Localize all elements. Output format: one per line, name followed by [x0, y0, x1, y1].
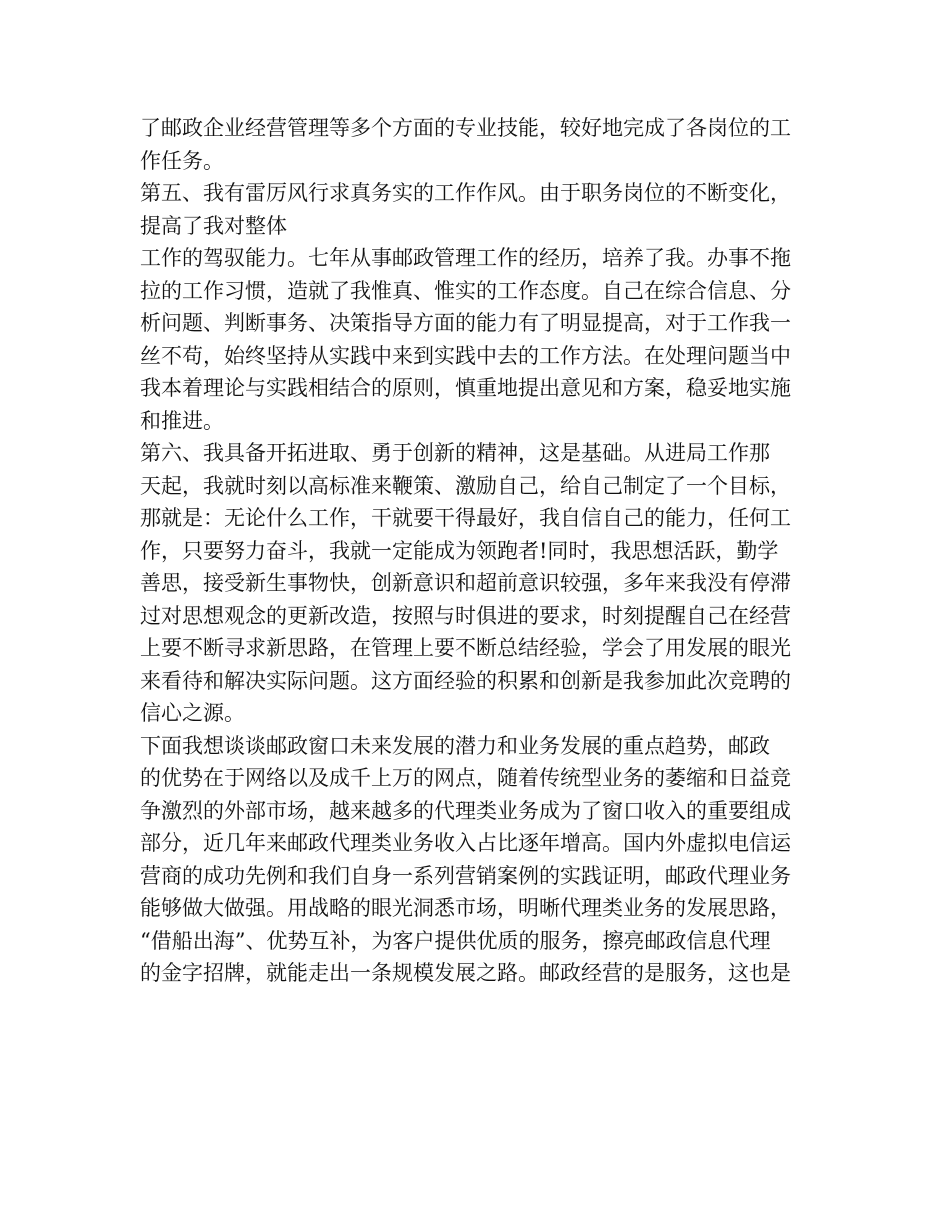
text-line: 天起，我就时刻以高标准来鞭策、激励自己，给自己制定了一个目标， — [140, 473, 791, 498]
text-line: 过对思想观念的更新改造，按照与时俱进的要求，时刻提醒自己在经营 — [140, 603, 791, 628]
text-line: 那就是：无论什么工作，干就要干得最好，我自信自己的能力，任何工 — [140, 506, 791, 530]
text-line: 部分，近几年来邮政代理类业务收入占比逐年增高。国内外虚拟电信运 — [140, 831, 791, 855]
text-line: 的优势在于网络以及成千上万的网点，随着传统型业务的萎缩和日益竞 — [140, 766, 791, 790]
text-line: 营商的成功先例和我们自身一系列营销案例的实践证明，邮政代理业务 — [140, 863, 791, 888]
text-line: 作，只要努力奋斗，我就一定能成为领跑者!同时，我思想活跃，勤学 — [140, 538, 779, 563]
text-line: 作任务。 — [140, 148, 224, 173]
text-line: 来看待和解决实际问题。这方面经验的积累和创新是我参加此次竞聘的 — [140, 668, 791, 693]
text-line: 丝不苟，始终坚持从实践中来到实践中去的工作方法。在处理问题当中 — [140, 343, 791, 368]
text-line: 上要不断寻求新思路，在管理上要不断总结经验，学会了用发展的眼光 — [140, 636, 791, 660]
text-line: 析问题、判断事务、决策指导方面的能力有了明显提高，对于工作我一 — [140, 311, 791, 335]
text-line: 我本着理论与实践相结合的原则，慎重地提出意见和方案，稳妥地实施 — [140, 376, 791, 400]
text-line: 下面我想谈谈邮政窗口未来发展的潜力和业务发展的重点趋势，邮政 — [140, 733, 770, 758]
text-line: 善思，接受新生事物快，创新意识和超前意识较强，多年来我没有停滞 — [140, 571, 791, 595]
text-line: 拉的工作习惯，造就了我惟真、惟实的工作态度。自己在综合信息、分 — [140, 278, 791, 303]
text-line: 工作的驾驭能力。七年从事邮政管理工作的经历，培养了我。办事不拖 — [140, 246, 791, 270]
text-line: 的金字招牌，就能走出一条规模发展之路。邮政经营的是服务，这也是 — [140, 961, 791, 985]
text-line: “借船出海”、优势互补，为客户提供优质的服务，擦亮邮政信息代理 — [140, 928, 771, 953]
text-line: 能够做大做强。用战略的眼光洞悉市场，明晰代理类业务的发展思路， — [140, 896, 791, 920]
text-line: 信心之源。 — [140, 701, 245, 725]
text-line: 第六、我具备开拓进取、勇于创新的精神，这是基础。从进局工作那 — [140, 441, 770, 465]
text-line: 争激烈的外部市场，越来越多的代理类业务成为了窗口收入的重要组成 — [140, 798, 791, 823]
text-line: 了邮政企业经营管理等多个方面的专业技能，较好地完成了各岗位的工 — [140, 116, 791, 140]
body-text — [140, 112, 830, 990]
text-line: 第五、我有雷厉风行求真务实的工作作风。由于职务岗位的不断变化， — [140, 181, 791, 205]
text-line: 提高了我对整体 — [140, 213, 287, 238]
text-line: 和推进。 — [140, 408, 224, 433]
